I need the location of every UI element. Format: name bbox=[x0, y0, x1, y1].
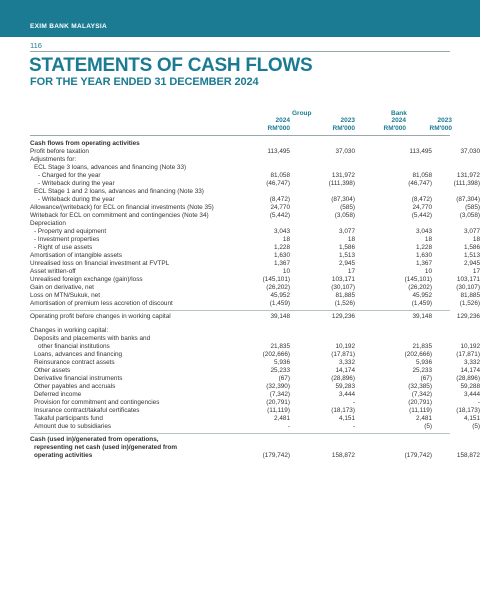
column-unit: RM'000 bbox=[383, 125, 406, 132]
table-row bbox=[30, 188, 450, 196]
row-value: 158,872 bbox=[456, 452, 480, 459]
row-value: (1,459) bbox=[269, 300, 290, 307]
table-row bbox=[30, 367, 480, 375]
table-row bbox=[30, 444, 450, 452]
row-label: Writeback for ECL on commitment and contingencies (Note 34) bbox=[30, 212, 209, 219]
row-value: 17 bbox=[347, 268, 355, 275]
column-unit: RM'000 bbox=[429, 125, 452, 132]
column-unit: RM'000 bbox=[332, 125, 355, 132]
row-value: (111,398) bbox=[453, 180, 480, 187]
table-row bbox=[30, 180, 480, 188]
column-year: 2023 bbox=[340, 117, 355, 124]
row-value: 3,332 bbox=[464, 359, 480, 366]
row-value: (32,390) bbox=[266, 383, 290, 390]
table-row bbox=[30, 383, 480, 391]
row-label: Asset written-off bbox=[30, 268, 76, 275]
column-unit: RM'000 bbox=[267, 125, 290, 132]
row-label: - Charged for the year bbox=[38, 172, 101, 179]
row-label: Deferred income bbox=[34, 391, 82, 398]
column-year: 2023 bbox=[437, 117, 452, 124]
row-value: 103,171 bbox=[456, 276, 480, 283]
row-value: (8,472) bbox=[411, 196, 432, 203]
row-value: 37,030 bbox=[335, 148, 355, 155]
row-value: 129,236 bbox=[331, 313, 355, 320]
table-row bbox=[30, 359, 480, 367]
column-header bbox=[228, 117, 290, 133]
row-value: (145,101) bbox=[404, 276, 432, 283]
header-rule bbox=[30, 51, 450, 52]
row-value: 3,444 bbox=[464, 391, 480, 398]
row-value: - bbox=[352, 423, 355, 430]
row-value: (17,871) bbox=[456, 351, 480, 358]
row-label: Cash flows from operating activities bbox=[30, 140, 140, 147]
row-value: (145,101) bbox=[262, 276, 290, 283]
row-label: Takaful participants fund bbox=[34, 415, 103, 422]
row-value: 5,936 bbox=[416, 359, 432, 366]
row-value: 24,770 bbox=[412, 204, 432, 211]
brand-name: EXIM BANK MALAYSIA bbox=[30, 23, 108, 30]
table-row bbox=[30, 140, 450, 148]
row-value: (202,666) bbox=[404, 351, 432, 358]
row-label: Profit before taxation bbox=[30, 148, 89, 155]
row-value: (20,791) bbox=[266, 399, 290, 406]
row-value: (18,173) bbox=[456, 407, 480, 414]
row-label: Cash (used in)/generated from operations, bbox=[30, 436, 159, 443]
table-row bbox=[30, 244, 480, 252]
row-label: operating activities bbox=[34, 452, 93, 459]
table-row bbox=[30, 172, 480, 180]
row-value: (585) bbox=[340, 204, 355, 211]
row-value: (5,442) bbox=[411, 212, 432, 219]
row-value: (1,459) bbox=[411, 300, 432, 307]
row-value: 1,513 bbox=[339, 252, 355, 259]
row-value: (46,747) bbox=[266, 180, 290, 187]
row-value: 129,236 bbox=[456, 313, 480, 320]
table-row bbox=[30, 212, 480, 220]
row-label: - Investment properties bbox=[34, 236, 100, 243]
row-value: 21,835 bbox=[270, 343, 290, 350]
header-bar bbox=[0, 0, 480, 37]
row-value: 4,151 bbox=[339, 415, 355, 422]
row-value: (5,442) bbox=[269, 212, 290, 219]
row-value: (202,666) bbox=[262, 351, 290, 358]
row-value: (87,304) bbox=[331, 196, 355, 203]
row-label: Amortisation of premium less accretion of discount bbox=[30, 300, 173, 307]
row-value: 25,233 bbox=[270, 367, 290, 374]
row-value: (5) bbox=[424, 423, 432, 430]
column-year: 2024 bbox=[275, 117, 290, 124]
table-row bbox=[30, 196, 480, 204]
row-value: 3,077 bbox=[339, 228, 355, 235]
row-value: (18,173) bbox=[331, 407, 355, 414]
row-label: Loss on MTN/Sukuk, net bbox=[30, 292, 100, 299]
table-row bbox=[30, 423, 480, 431]
row-value: 18 bbox=[282, 236, 290, 243]
row-label: Loans, advances and financing bbox=[34, 351, 123, 358]
row-value: 18 bbox=[472, 236, 480, 243]
row-value: (30,107) bbox=[456, 284, 480, 291]
row-value: 17 bbox=[472, 268, 480, 275]
row-value: 18 bbox=[424, 236, 432, 243]
row-value: (179,742) bbox=[404, 452, 432, 459]
row-value: (179,742) bbox=[262, 452, 290, 459]
row-value: 1,228 bbox=[416, 244, 432, 251]
table-row bbox=[30, 452, 480, 460]
row-value: 45,952 bbox=[412, 292, 432, 299]
row-value: 2,945 bbox=[339, 260, 355, 267]
row-value: 81,058 bbox=[270, 172, 290, 179]
row-label: Deposits and placements with banks and bbox=[34, 335, 151, 342]
row-value: 10 bbox=[282, 268, 290, 275]
row-label: Depreciation bbox=[30, 220, 66, 227]
row-value: (26,202) bbox=[408, 284, 432, 291]
row-label: Derivative financial instruments bbox=[34, 375, 123, 382]
column-year: 2024 bbox=[391, 117, 406, 124]
table-row bbox=[30, 327, 450, 335]
table-row bbox=[30, 276, 480, 284]
row-value: (7,342) bbox=[269, 391, 290, 398]
row-value: (67) bbox=[278, 375, 290, 382]
row-value: 10,192 bbox=[460, 343, 480, 350]
row-label: Operating profit before changes in working capital bbox=[30, 313, 171, 320]
table-row bbox=[30, 343, 480, 351]
table-row bbox=[30, 148, 480, 156]
column-header-rule bbox=[30, 135, 450, 136]
row-label: ECL Stage 1 and 2 loans, advances and financing (Note 33) bbox=[34, 188, 204, 195]
row-value: (7,342) bbox=[411, 391, 432, 398]
table-row bbox=[30, 399, 480, 407]
row-value: 37,030 bbox=[460, 148, 480, 155]
row-value: (87,304) bbox=[456, 196, 480, 203]
row-value: 18 bbox=[347, 236, 355, 243]
row-value: 81,058 bbox=[412, 172, 432, 179]
row-value: (1,526) bbox=[334, 300, 355, 307]
row-value: 59,283 bbox=[335, 383, 355, 390]
table-row bbox=[30, 284, 480, 292]
row-value: 21,835 bbox=[412, 343, 432, 350]
row-value: 3,332 bbox=[339, 359, 355, 366]
row-value: 1,513 bbox=[464, 252, 480, 259]
row-value: (585) bbox=[465, 204, 480, 211]
row-label: Adjustments for: bbox=[30, 156, 77, 163]
row-label: Amortisation of intangible assets bbox=[30, 252, 123, 259]
row-label: Unrealised loss on financial investment at FVTPL bbox=[30, 260, 170, 267]
row-label: - Writeback during the year bbox=[38, 180, 115, 187]
page-number: 116 bbox=[30, 41, 42, 50]
row-label: representing net cash (used in)/generated from bbox=[34, 444, 178, 451]
row-value: (30,107) bbox=[331, 284, 355, 291]
row-rule bbox=[30, 310, 450, 311]
table-row bbox=[30, 375, 480, 383]
row-label: Insurance contract/takaful certificates bbox=[34, 407, 140, 414]
row-value: 59,288 bbox=[460, 383, 480, 390]
row-label: Allowance/(writeback) for ECL on financial investments (Note 35) bbox=[30, 204, 214, 211]
table-row bbox=[30, 407, 480, 415]
row-value: 1,586 bbox=[464, 244, 480, 251]
table-row bbox=[30, 236, 480, 244]
row-value: 158,872 bbox=[331, 452, 355, 459]
table-row bbox=[30, 156, 450, 164]
row-value: 81,885 bbox=[460, 292, 480, 299]
bank-label: Bank bbox=[391, 110, 407, 117]
row-value: (11,119) bbox=[409, 407, 432, 414]
row-value: 1,630 bbox=[274, 252, 290, 259]
row-label: Unrealised foreign exchange (gain)/loss bbox=[30, 276, 143, 283]
row-value: 1,228 bbox=[274, 244, 290, 251]
table-row bbox=[30, 335, 450, 343]
row-value: (17,871) bbox=[331, 351, 355, 358]
row-value: 3,043 bbox=[416, 228, 432, 235]
row-value: - bbox=[352, 399, 355, 406]
row-value: 4,151 bbox=[464, 415, 480, 422]
row-value: 2,945 bbox=[464, 260, 480, 267]
row-value: 14,174 bbox=[460, 367, 480, 374]
table-row bbox=[30, 415, 480, 423]
row-value: (1,526) bbox=[459, 300, 480, 307]
row-label: other financial institutions bbox=[38, 343, 110, 350]
table-row bbox=[30, 300, 480, 308]
group-label: Group bbox=[292, 110, 312, 117]
row-value: 103,171 bbox=[331, 276, 355, 283]
row-value: (20,791) bbox=[408, 399, 432, 406]
row-label: - Right of use assets bbox=[34, 244, 93, 251]
table-row bbox=[30, 391, 480, 399]
table-row bbox=[30, 436, 450, 444]
row-value: 14,174 bbox=[335, 367, 355, 374]
row-value: 1,367 bbox=[274, 260, 290, 267]
row-value: (46,747) bbox=[408, 180, 432, 187]
page-title: STATEMENTS OF CASH FLOWS bbox=[29, 55, 313, 76]
table-row bbox=[30, 268, 480, 276]
row-value: 5,936 bbox=[274, 359, 290, 366]
table-row bbox=[30, 292, 480, 300]
row-value: 131,972 bbox=[456, 172, 480, 179]
row-value: - bbox=[477, 399, 480, 406]
row-rule bbox=[30, 433, 450, 434]
row-value: 113,495 bbox=[409, 148, 432, 155]
page-subtitle: FOR THE YEAR ENDED 31 DECEMBER 2024 bbox=[30, 76, 259, 88]
row-label: - Property and equipment bbox=[34, 228, 107, 235]
row-value: (3,058) bbox=[459, 212, 480, 219]
row-value: 10 bbox=[424, 268, 432, 275]
table-row bbox=[30, 260, 480, 268]
row-value: (28,896) bbox=[456, 375, 480, 382]
row-value: - bbox=[287, 423, 290, 430]
table-row bbox=[30, 164, 450, 172]
row-value: 1,367 bbox=[416, 260, 432, 267]
table-row bbox=[30, 228, 480, 236]
row-value: 81,885 bbox=[335, 292, 355, 299]
row-label: Provision for commitment and contingencies bbox=[34, 399, 160, 406]
cash-flow-table bbox=[30, 140, 480, 460]
row-value: 3,077 bbox=[464, 228, 480, 235]
row-value: 3,043 bbox=[274, 228, 290, 235]
table-row bbox=[30, 351, 480, 359]
row-label: Gain on derivative, net bbox=[30, 284, 94, 291]
row-label: Other payables and accruals bbox=[34, 383, 116, 390]
table-row bbox=[30, 313, 480, 321]
row-value: 25,233 bbox=[412, 367, 432, 374]
row-value: 131,972 bbox=[331, 172, 355, 179]
row-value: 2,481 bbox=[274, 415, 290, 422]
table-row bbox=[30, 204, 480, 212]
row-value: 24,770 bbox=[270, 204, 290, 211]
column-header bbox=[390, 117, 452, 133]
row-value: 2,481 bbox=[416, 415, 432, 422]
row-value: (11,119) bbox=[267, 407, 290, 414]
row-value: 39,148 bbox=[270, 313, 290, 320]
table-row bbox=[30, 252, 480, 260]
row-value: (28,896) bbox=[331, 375, 355, 382]
row-value: 39,148 bbox=[412, 313, 432, 320]
row-label: Amount due to subsidiaries bbox=[34, 423, 112, 430]
row-value: (8,472) bbox=[269, 196, 290, 203]
row-value: (3,058) bbox=[334, 212, 355, 219]
row-label: - Writeback during the year bbox=[38, 196, 115, 203]
row-label: Reinsurance contract assets bbox=[34, 359, 115, 366]
row-value: 45,952 bbox=[270, 292, 290, 299]
row-label: Changes in working capital: bbox=[30, 327, 109, 334]
row-value: (32,385) bbox=[408, 383, 432, 390]
row-value: 1,586 bbox=[339, 244, 355, 251]
row-value: 10,192 bbox=[335, 343, 355, 350]
row-label: Other assets bbox=[34, 367, 71, 374]
row-value: (26,202) bbox=[266, 284, 290, 291]
row-value: 1,630 bbox=[416, 252, 432, 259]
row-value: 113,495 bbox=[267, 148, 290, 155]
table-row bbox=[30, 220, 450, 228]
row-value: (111,398) bbox=[328, 180, 355, 187]
row-value: (5) bbox=[472, 423, 480, 430]
row-value: 3,444 bbox=[339, 391, 355, 398]
row-label: ECL Stage 3 loans, advances and financing (Note 33) bbox=[34, 164, 187, 171]
row-value: (67) bbox=[420, 375, 432, 382]
